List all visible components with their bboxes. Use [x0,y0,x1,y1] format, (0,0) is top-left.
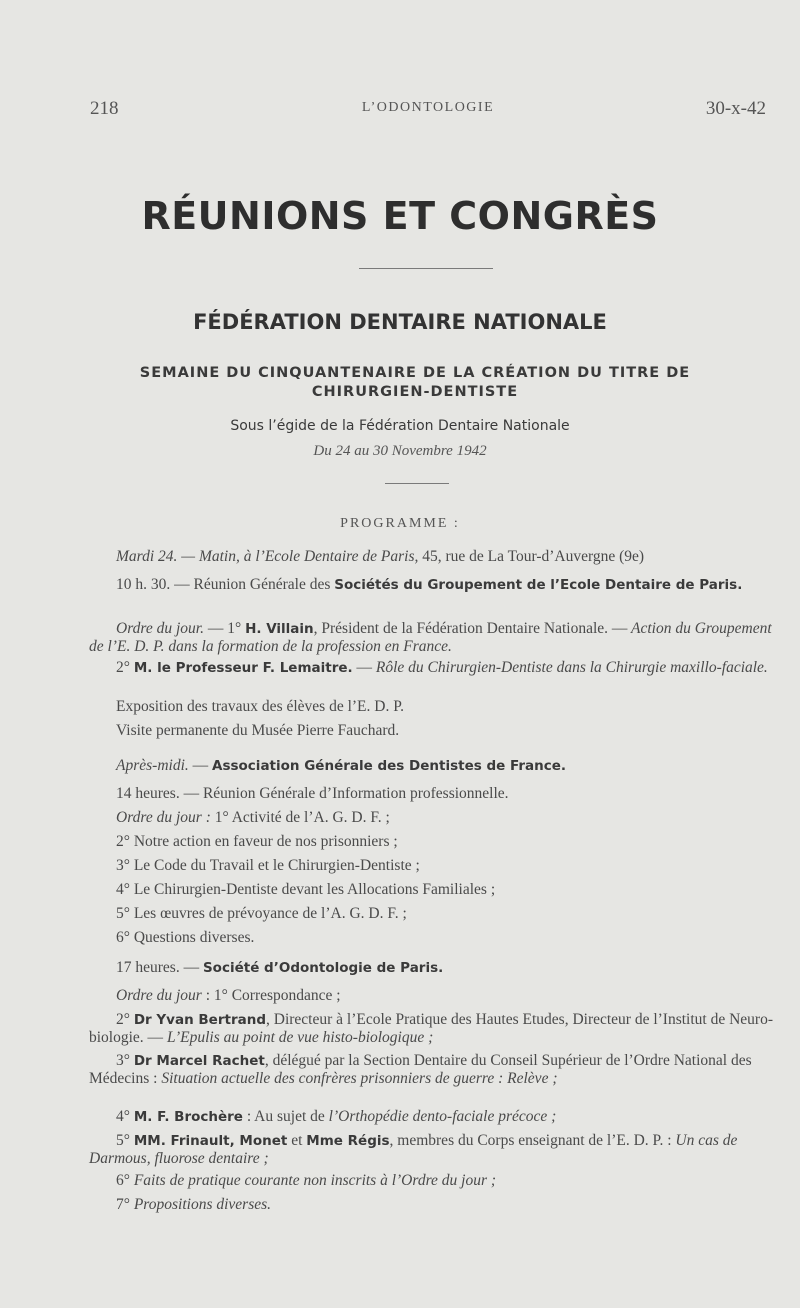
speaker: Dr Yvan Bertrand [133,1012,266,1028]
paragraph: Exposition des travaux des élèves de l’E. D. P. [116,698,404,715]
list-item: 4° Le Chirurgien-Dentiste devant les Allocations Familiales ; [116,881,496,898]
item-number: 5° [116,1132,134,1149]
ordre-label: Ordre du jour : [116,809,211,826]
list-item [89,1011,782,1047]
list-item [89,1108,782,1126]
day-heading: Mardi 24. — Matin, à l’Ecole Dentaire de Paris, [116,548,419,565]
semaine-heading: SEMAINE DU CINQUANTENAIRE DE LA CRÉATION DU TITRE DE CHIRURGIEN-DENTISTE [139,365,691,400]
ordre-label: Ordre du jour [116,987,202,1004]
item-number: 3° [116,1052,134,1069]
list-item: 3° Le Code du Travail et le Chirurgien-Dentiste ; [116,857,420,874]
speaker: M. le Professeur F. Lemaitre. [133,660,353,676]
speaker: Mme Régis [306,1133,390,1149]
topic: Situation actuelle des confrères prisonniers de guerre : Relève ; [161,1070,558,1087]
list-item: 6° Questions diverses. [116,929,255,946]
paragraph [89,959,782,977]
paragraph [89,576,782,594]
speaker: H. Villain [245,621,314,637]
issue-date: 30-x-42 [705,98,766,119]
federation-heading: FÉDÉRATION DENTAIRE NATIONALE [193,310,607,334]
speaker-title: , Directeur à l’Ecole Pratique des Hautes Etudes, Directeur de l’Institut de Neuro-biologie. — [89,1011,774,1046]
paragraph: 14 heures. — Réunion Générale d’Information professionnelle. [116,785,509,802]
item-number: 2° [116,1011,134,1028]
address: 45, rue de La Tour-d’Auvergne (9e) [418,548,645,565]
speaker: M. F. Brochère [133,1109,243,1125]
list-item [89,1132,782,1168]
item-number: 7° [116,1196,134,1213]
organization: Sociétés du Groupement de l’Ecole Dentaire de Paris. [334,577,743,593]
topic: Un cas de Darmous, fluorose dentaire ; [89,1132,738,1167]
item-number: — 1° [203,620,246,637]
list-item-text: : 1° Correspondance ; [201,987,341,1004]
paragraph [89,659,782,677]
list-item [89,1052,782,1088]
dates-line: Du 24 au 30 Novembre 1942 [313,443,487,459]
item-number: 4° [116,1108,134,1125]
topic: Propositions diverses. [133,1196,272,1213]
paragraph: Visite permanente du Musée Pierre Fauchard. [116,722,400,739]
time-label: 10 h. 30. — Réunion Générale des [116,576,335,593]
separator: — [188,757,213,774]
item-number: 6° [116,1172,134,1189]
paragraph [89,620,782,656]
organization: Association Générale des Dentistes de France. [212,758,567,774]
page-title: RÉUNIONS ET CONGRÈS [141,194,659,238]
page-number: 218 [90,98,119,119]
divider [385,483,449,484]
separator: — [352,659,376,676]
day-heading: Après-midi. [116,757,189,774]
ordre-label: Ordre du jour. [116,620,204,637]
list-item [89,1196,782,1214]
programme-heading: PROGRAMME : [340,516,460,531]
item-number: 2° [116,659,134,676]
topic: Action du Groupement de l’E. D. P. dans la formation de la profession en France. [89,620,772,655]
conjunction: et [287,1132,307,1149]
divider [359,268,493,269]
topic: Rôle du Chirurgien-Dentiste dans la Chirurgie maxillo-faciale. [375,659,768,676]
speaker-title: : Au sujet de [242,1108,329,1125]
speaker-title: , délégué par la Section Dentaire du Conseil Supérieur de l’Ordre National des Médecins : [89,1052,752,1087]
speaker-title: , Président de la Fédération Dentaire Nationale. — [313,620,628,637]
list-item [89,987,782,1005]
topic: l’Orthopédie dento-faciale précoce ; [328,1108,557,1125]
list-item: 5° Les œuvres de prévoyance de l’A. G. D. F. ; [116,905,407,922]
egide-line: Sous l’égide de la Fédération Dentaire Nationale [230,418,570,434]
journal-title: L’ODONTOLOGIE [361,100,495,115]
list-item [89,809,782,827]
list-item [89,1172,782,1190]
topic: L’Epulis au point de vue histo-biologique ; [166,1029,434,1046]
speaker-title: , membres du Corps enseignant de l’E. D. P. : [389,1132,676,1149]
list-item-text: 1° Activité de l’A. G. D. F. ; [210,809,390,826]
speaker: Dr Marcel Rachet [133,1053,265,1069]
paragraph [89,548,782,566]
organization: Société d’Odontologie de Paris. [202,960,444,976]
time-label: 17 heures. — [116,959,203,976]
speaker: MM. Frinault, Monet [133,1133,288,1149]
list-item: 2° Notre action en faveur de nos prisonniers ; [116,833,398,850]
paragraph [89,757,782,775]
topic: Faits de pratique courante non inscrits à l’Ordre du jour ; [133,1172,497,1189]
